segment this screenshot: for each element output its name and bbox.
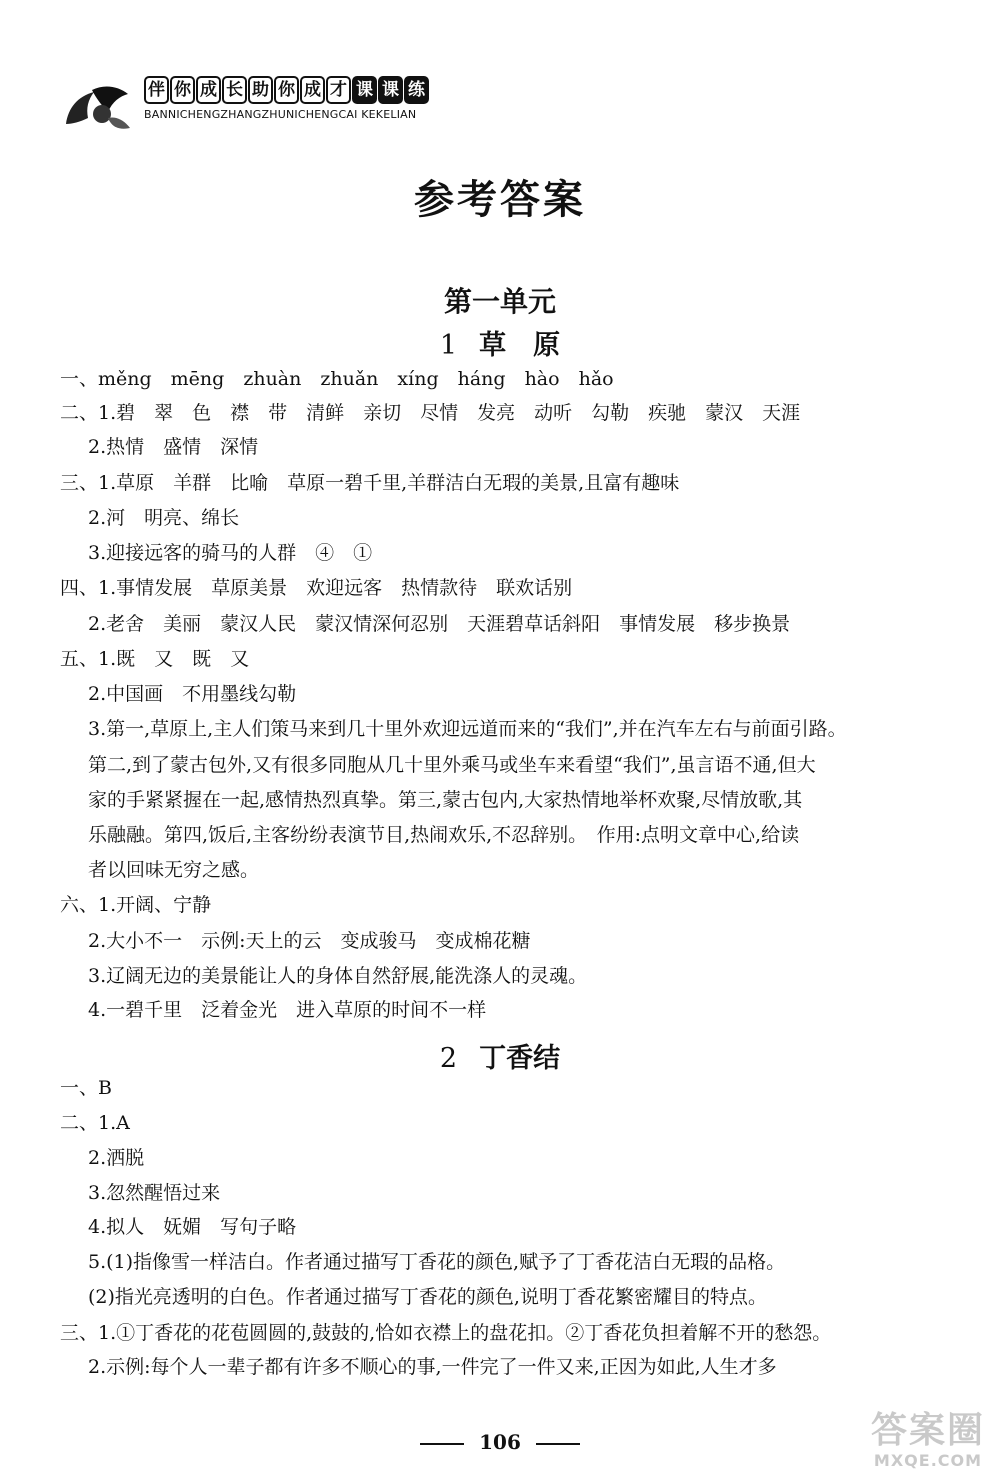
slogan-char: 成 bbox=[196, 76, 221, 104]
answer-line: 2.中国画 不用墨线勾勒 bbox=[88, 683, 297, 705]
answer-line: 六、1.开阔、宁静 bbox=[60, 894, 212, 916]
answer-line: 2.洒脱 bbox=[88, 1147, 145, 1169]
slogan-char-highlight: 练 bbox=[404, 76, 429, 104]
answer-line: 3.迎接远客的骑马的人群 ④ ① bbox=[88, 542, 373, 564]
answer-line: 者以回味无穷之感。 bbox=[88, 859, 260, 881]
watermark bbox=[868, 1411, 988, 1473]
slogan-char-highlight: 课 bbox=[378, 76, 403, 104]
answer-line: 乐融融。第四,饭后,主客纷纷表演节目,热闹欢乐,不忍辞别。 作用:点明文章中心,给读 bbox=[88, 824, 800, 846]
answer-line: 二、1.A bbox=[60, 1112, 130, 1134]
watermark-url: MXQE.COM bbox=[873, 1451, 983, 1470]
lesson-title: 丁香结 bbox=[479, 1043, 561, 1074]
answer-line: 二、1.碧 翠 色 襟 带 清鲜 亲切 尽情 发亮 动听 勾勒 疾驰 蒙汉 天涯 bbox=[60, 402, 801, 424]
series-logo-icon bbox=[58, 78, 138, 134]
lesson-title: 草 原 bbox=[479, 330, 561, 361]
answer-line: 第二,到了蒙古包外,又有很多同胞从几十里外乘马或坐车来看望“我们”,虽言语不通,但大 bbox=[88, 754, 816, 776]
answer-line: 3.辽阔无边的美景能让人的身体自然舒展,能洗涤人的灵魂。 bbox=[88, 965, 588, 987]
answer-line: 4.拟人 妩媚 写句子略 bbox=[88, 1216, 297, 1238]
lesson-heading-2 bbox=[0, 1036, 1000, 1075]
answer-line: 三、1.①丁香花的花苞圆圆的,鼓鼓的,恰如衣襟上的盘花扣。②丁香花负担着解不开的愁怨。 bbox=[60, 1322, 832, 1344]
footer-dash bbox=[420, 1443, 464, 1445]
answer-line: 三、1.草原 羊群 比喻 草原一碧千里,羊群洁白无瑕的美景,且富有趣味 bbox=[60, 472, 680, 494]
slogan-char: 伴 bbox=[144, 76, 169, 104]
page-number: 106 bbox=[479, 1430, 521, 1454]
answer-line: 2.示例:每个人一辈子都有许多不顺心的事,一件完了一件又来,正因为如此,人生才多 bbox=[88, 1356, 777, 1378]
answer-line: 2.老舍 美丽 蒙汉人民 蒙汉情深何忍别 天涯碧草话斜阳 事情发展 移步换景 bbox=[88, 613, 791, 635]
watermark-logo-text: 答案圈 bbox=[870, 1410, 985, 1451]
unit-heading: 第一单元 bbox=[443, 285, 556, 318]
lesson-heading-1 bbox=[0, 323, 1000, 362]
slogan-char: 你 bbox=[274, 76, 299, 104]
answer-line: 5.(1)指像雪一样洁白。作者通过描写丁香花的颜色,赋予了丁香花洁白无瑕的品格。 bbox=[88, 1251, 786, 1273]
answer-line: 2.河 明亮、绵长 bbox=[88, 507, 240, 529]
lesson-number: 2 bbox=[439, 1043, 458, 1074]
answer-line: 2.热情 盛情 深情 bbox=[88, 436, 259, 458]
answer-line: 五、1.既 又 既 又 bbox=[60, 648, 250, 670]
page-footer bbox=[0, 1430, 1000, 1454]
slogan-char: 助 bbox=[248, 76, 273, 104]
series-slogan-pinyin: BANNICHENGZHANGZHUNICHENGCAI KEKELIAN bbox=[144, 108, 417, 121]
slogan-char-highlight: 课 bbox=[352, 76, 377, 104]
series-slogan bbox=[144, 76, 429, 104]
answer-line: 一、měng mēng zhuàn zhuǎn xíng háng hào hǎo bbox=[60, 368, 614, 390]
slogan-char: 成 bbox=[300, 76, 325, 104]
answer-line: 4.一碧千里 泛着金光 进入草原的时间不一样 bbox=[88, 999, 487, 1021]
answer-line: 3.第一,草原上,主人们策马来到几十里外欢迎远道而来的“我们”,并在汽车左右与前面引路。 bbox=[88, 718, 847, 740]
slogan-char: 长 bbox=[222, 76, 247, 104]
slogan-char: 你 bbox=[170, 76, 195, 104]
answer-line: 2.大小不一 示例:天上的云 变成骏马 变成棉花糖 bbox=[88, 930, 531, 952]
answer-line: 3.忽然醒悟过来 bbox=[88, 1182, 221, 1204]
footer-dash bbox=[536, 1443, 580, 1445]
answer-line: 一、B bbox=[60, 1077, 112, 1099]
book-series-header bbox=[58, 72, 478, 142]
answer-line: 四、1.事情发展 草原美景 欢迎远客 热情款待 联欢话别 bbox=[60, 577, 573, 599]
answer-line: 家的手紧紧握在一起,感情热烈真挚。第三,蒙古包内,大家热情地举杯欢聚,尽情放歌,其 bbox=[88, 789, 803, 811]
slogan-char: 才 bbox=[326, 76, 351, 104]
page-title: 参考答案 bbox=[414, 177, 586, 223]
lesson-number: 1 bbox=[439, 330, 458, 361]
answer-line: (2)指光亮透明的白色。作者通过描写丁香花的颜色,说明丁香花繁密耀目的特点。 bbox=[88, 1286, 767, 1308]
